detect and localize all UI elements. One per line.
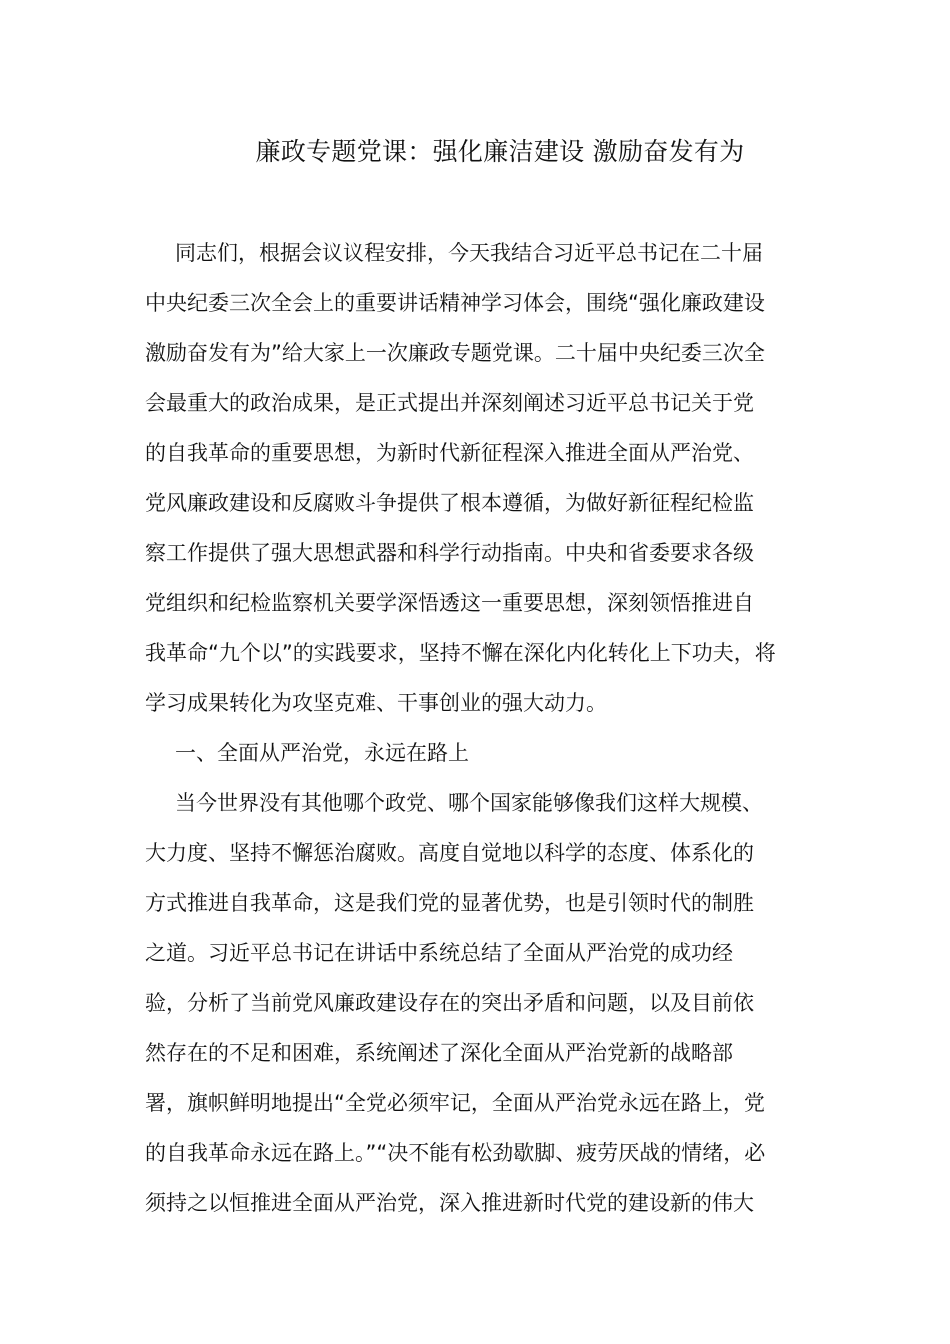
paragraph-1-line-1: 同志们，根据会议议程安排，今天我结合习近平总书记在二十届: [175, 241, 763, 265]
paragraph-2-line-6: 然存在的不足和困难，系统阐述了深化全面从严治党新的战略部: [145, 1041, 733, 1065]
paragraph-1-line-8: 党组织和纪检监察机关要学深悟透这一重要思想，深刻领悟推进自: [145, 591, 754, 615]
paragraph-1-line-3: 激励奋发有为”给大家上一次廉政专题党课。二十届中央纪委三次全: [145, 341, 765, 365]
document-body: [145, 228, 810, 1228]
paragraph-2-line-8: 的自我革命永远在路上。”“决不能有松劲歇脚、疲劳厌战的情绪，必: [145, 1141, 766, 1165]
paragraph-1-line-9: 我革命“九个以”的实践要求，坚持不懈在深化内化转化上下功夫，将: [145, 641, 776, 665]
paragraph-1-line-4: 会最重大的政治成果，是正式提出并深刻阐述习近平总书记关于党: [145, 391, 754, 415]
paragraph-2-line-7: 署，旗帜鲜明地提出“全党必须牢记，全面从严治党永远在路上，党: [145, 1091, 765, 1115]
paragraph-2-line-3: 方式推进自我革命，这是我们党的显著优势，也是引领时代的制胜: [145, 891, 754, 915]
paragraph-2-line-5: 验，分析了当前党风廉政建设存在的突出矛盾和问题，以及目前依: [145, 991, 754, 1015]
paragraph-1-line-2: 中央纪委三次全会上的重要讲话精神学习体会，围绕“强化廉政建设: [145, 291, 765, 315]
paragraph-2-line-2: 大力度、坚持不懈惩治腐败。高度自觉地以科学的态度、体系化的: [145, 841, 754, 865]
paragraph-2-line-1: 当今世界没有其他哪个政党、哪个国家能够像我们这样大规模、: [175, 791, 763, 815]
section-heading: 一、全面从严治党，永远在路上: [175, 741, 469, 765]
document-title: 廉政专题党课：强化廉洁建设 激励奋发有为: [255, 137, 745, 166]
paragraph-2-line-9: 须持之以恒推进全面从严治党，深入推进新时代党的建设新的伟大: [145, 1191, 754, 1215]
paragraph-1-line-6: 党风廉政建设和反腐败斗争提供了根本遵循，为做好新征程纪检监: [145, 491, 754, 515]
paragraph-1-line-5: 的自我革命的重要思想，为新时代新征程深入推进全面从严治党、: [145, 441, 754, 465]
paragraph-1-line-7: 察工作提供了强大思想武器和科学行动指南。中央和省委要求各级: [145, 541, 754, 565]
paragraph-2-line-4: 之道。习近平总书记在讲话中系统总结了全面从严治党的成功经: [145, 941, 733, 965]
paragraph-1-line-10: 学习成果转化为攻坚克难、干事创业的强大动力。: [145, 691, 607, 715]
